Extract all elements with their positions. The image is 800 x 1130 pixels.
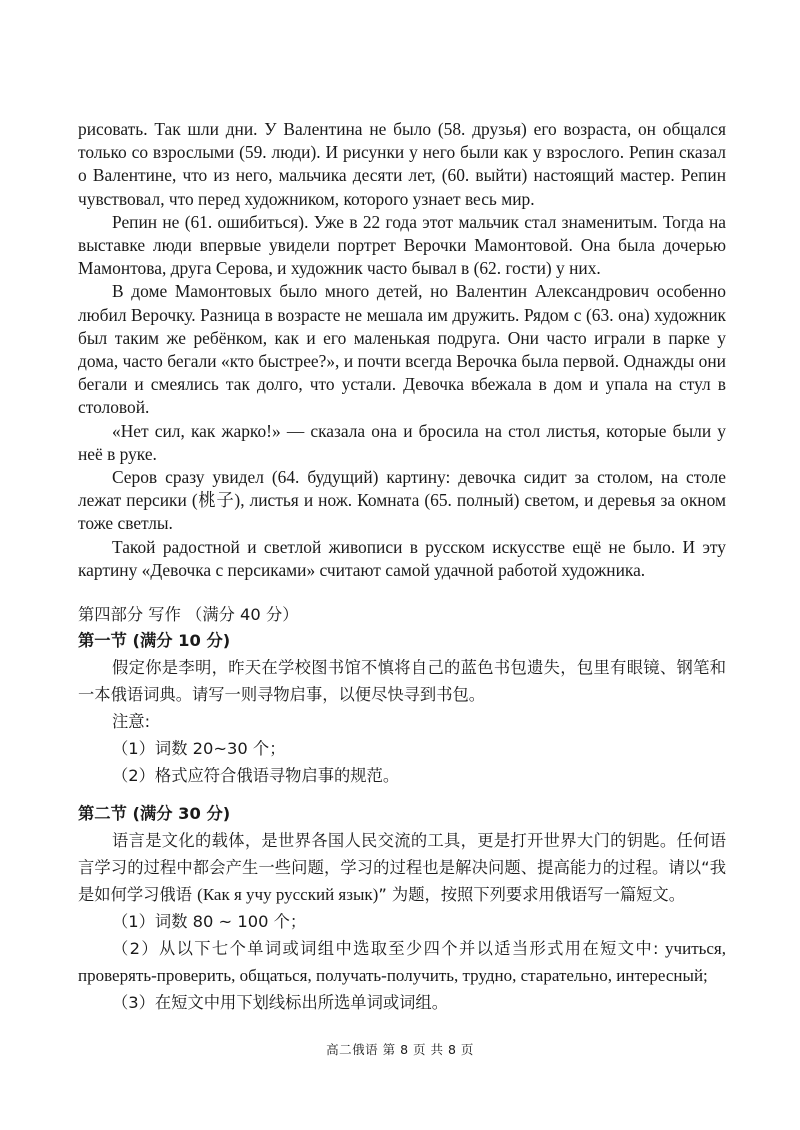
section2-prompt-part-a: 语言是文化的载体，是世界各国人民交流的工具，更是打开世界大门的钥匙。任何语言学习的过程中都会产生一些问题，学习的过程也是解决问题、提高能力的过程。请以“我是如何学习俄语 bbox=[78, 831, 726, 905]
section2-requirement-1: （1）词数 80 ~ 100 个； bbox=[112, 912, 307, 932]
story-paragraph-1: рисовать. Так шли дни. У Валентина не было (58. друзья) его возраста, он общался только со взрослыми (59. люди). И рисунки у него были как у взрослого. Репин сказал о Валентине, что из него, мальчика десяти лет, (60. выйти) настоящий мастер. Репин чувствовал, что перед художником, которого узнает весь мир. bbox=[78, 119, 726, 209]
section1-note-label: 注意: bbox=[112, 712, 151, 732]
section2-requirement-2-text: （2）从以下七个单词或词组中选取至少四个并以适当形式用在短文中: bbox=[112, 939, 666, 959]
page-footer: 高二俄语 第 8 页 共 8 页 bbox=[326, 1042, 474, 1057]
story-paragraph-3: В доме Мамонтовых было много детей, но Валентин Александрович особенно любил Верочку. Разница в возрасте не мешала им дружить. Рядом с (63. она) художник был таким же ребёнком, как и его маленькая подруга. Они часто играли в парке у дома, часто бегали «кто быстрее?», и почти всегда Верочка была первой. Однажды они бегали и смеялись так долго, что устали. Девочка вбежала в дом и упала на стул в столовой. bbox=[78, 281, 726, 418]
section2-prompt-russian-title: (Как я учу русский язык) bbox=[197, 885, 379, 905]
section2-prompt-part-b: ” 为题，按照下列要求用俄语写一篇短文。 bbox=[378, 885, 685, 905]
section1-title: 第一节 (满分 10 分) bbox=[78, 631, 231, 651]
section2-word-list: учиться, проверять-проверить, общаться, получать-получить, трудно, старательно, интересный; bbox=[78, 939, 726, 986]
page-content bbox=[78, 118, 726, 1016]
story-paragraph-2: Репин не (61. ошибиться). Уже в 22 года этот мальчик стал знаменитым. Тогда на выставке люди впервые увидели портрет Верочки Мамонтовой. Она была дочерью Мамонтова, друга Серова, и художник часто бывал в (62. гости) у них. bbox=[78, 211, 726, 279]
part4-title: 第四部分 写作 （满分 40 分） bbox=[78, 605, 299, 625]
section2-prompt bbox=[78, 827, 726, 908]
section1-requirement-1: （1）词数 20~30 个； bbox=[112, 739, 286, 759]
story-paragraph-5: Серов сразу увидел (64. будущий) картину: девочка сидит за столом, на столе лежат персики (桃子), листья и нож. Комната (65. полный) светом, и деревья за окном тоже светлы. bbox=[78, 467, 726, 534]
section2-requirement-2 bbox=[78, 935, 726, 989]
story-paragraph-6: Такой радостной и светлой живописи в русском искусстве ещё не было. И эту картину «Девочка с персиками» считают самой удачной работой художника. bbox=[78, 536, 726, 580]
section2-title: 第二节 (满分 30 分) bbox=[78, 804, 231, 824]
story-paragraph-4: «Нет сил, как жарко!» — сказала она и бросила на стол листья, которые были у неё в руке. bbox=[78, 420, 726, 464]
section2-requirement-3: （3）在短文中用下划线标出所选单词或词组。 bbox=[112, 993, 448, 1013]
section1-prompt: 假定你是李明，昨天在学校图书馆不慎将自己的蓝色书包遗失，包里有眼镜、钢笔和一本俄语词典。请写一则寻物启事，以便尽快寻到书包。 bbox=[78, 658, 726, 705]
section1-requirement-2: （2）格式应符合俄语寻物启事的规范。 bbox=[112, 766, 400, 786]
